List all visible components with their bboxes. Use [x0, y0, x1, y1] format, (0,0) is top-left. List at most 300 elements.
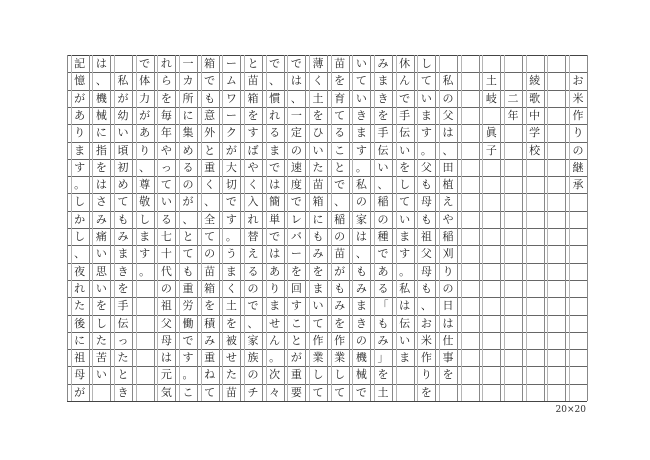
manuscript-char: す	[355, 143, 367, 157]
manuscript-char: ん	[269, 333, 281, 347]
manuscript-char: 育	[334, 91, 346, 105]
manuscript-char: 外	[204, 126, 216, 140]
manuscript-char: 米	[572, 91, 584, 105]
manuscript-char: 母	[420, 264, 432, 278]
manuscript-char: 労	[182, 299, 194, 313]
manuscript-char: 父	[420, 247, 432, 261]
grid-column-line	[547, 55, 548, 401]
manuscript-char: が	[290, 351, 302, 365]
manuscript-char: え	[247, 247, 259, 261]
manuscript-char: も	[204, 91, 216, 105]
manuscript-char: の	[182, 178, 194, 192]
manuscript-char: は	[269, 247, 281, 261]
manuscript-char: お	[420, 316, 432, 330]
manuscript-char: も	[355, 264, 367, 278]
manuscript-char: 大	[225, 160, 237, 174]
manuscript-char: 岐	[485, 91, 497, 105]
manuscript-char: 作	[312, 333, 324, 347]
manuscript-char: や	[160, 143, 172, 157]
manuscript-char: と	[204, 143, 216, 157]
manuscript-char: し	[420, 57, 432, 70]
manuscript-char: ま	[74, 143, 86, 157]
manuscript-char: を	[312, 108, 324, 122]
grid-column-line	[284, 55, 285, 401]
manuscript-char: 入	[247, 195, 259, 209]
grid-column-line	[89, 55, 90, 401]
manuscript-char: い	[420, 91, 432, 105]
manuscript-char: み	[312, 247, 324, 261]
manuscript-char: 業	[312, 351, 324, 365]
manuscript-char: 回	[290, 281, 302, 295]
manuscript-char: 稲	[377, 195, 389, 209]
manuscript-char: 作	[572, 108, 584, 122]
manuscript-char: 尊	[139, 178, 151, 192]
manuscript-char: 。	[139, 264, 151, 278]
manuscript-char: 母	[160, 333, 172, 347]
manuscript-char: あ	[139, 126, 151, 140]
manuscript-char: や	[442, 212, 454, 226]
manuscript-char: の	[355, 195, 367, 209]
manuscript-char: 、	[442, 143, 454, 157]
manuscript-char: 要	[290, 385, 302, 399]
manuscript-char: り	[420, 368, 432, 382]
manuscript-char: す	[74, 160, 86, 174]
manuscript-char: は	[95, 57, 107, 70]
manuscript-char: 気	[160, 385, 172, 399]
manuscript-char: を	[160, 91, 172, 105]
manuscript-char: で	[269, 160, 281, 174]
manuscript-char: で	[377, 247, 389, 261]
manuscript-char: す	[290, 299, 302, 313]
manuscript-char: く	[247, 178, 259, 192]
manuscript-char: 祖	[74, 351, 86, 365]
manuscript-char: 十	[160, 247, 172, 261]
manuscript-char: を	[312, 264, 324, 278]
manuscript-char: で	[204, 74, 216, 88]
manuscript-char: で	[355, 385, 367, 399]
manuscript-char: い	[399, 143, 411, 157]
manuscript-char: 、	[290, 91, 302, 105]
manuscript-char: こ	[290, 316, 302, 330]
manuscript-char: 父	[442, 108, 454, 122]
manuscript-char: い	[355, 91, 367, 105]
grid-column-line	[587, 55, 588, 401]
manuscript-char: と	[182, 230, 194, 243]
manuscript-char: 中	[529, 108, 541, 122]
manuscript-char: る	[182, 160, 194, 174]
manuscript-char: 敬	[139, 195, 151, 209]
manuscript-char: り	[442, 264, 454, 278]
manuscript-char: 痛	[95, 230, 107, 243]
manuscript-char: が	[139, 108, 151, 122]
manuscript-char: ま	[269, 299, 281, 313]
manuscript-char: 作	[334, 333, 346, 347]
manuscript-char: 所	[182, 91, 194, 105]
manuscript-char: き	[377, 91, 389, 105]
manuscript-char: は	[269, 178, 281, 192]
manuscript-char: し	[312, 368, 324, 382]
manuscript-char: み	[95, 212, 107, 226]
manuscript-char: 学	[529, 126, 541, 140]
manuscript-char: い	[355, 57, 367, 70]
manuscript-char: ね	[204, 368, 216, 382]
manuscript-char: と	[334, 160, 346, 174]
manuscript-char: 土	[312, 91, 324, 105]
manuscript-char: 休	[399, 57, 411, 70]
manuscript-char: レ	[290, 212, 302, 226]
manuscript-char: 家	[355, 212, 367, 226]
manuscript-char: ま	[399, 230, 411, 243]
manuscript-char: 重	[182, 281, 194, 295]
grid-column-line	[479, 55, 480, 401]
grid-column-line	[414, 55, 415, 401]
manuscript-char: 次	[269, 368, 281, 382]
manuscript-char: 母	[420, 195, 432, 209]
manuscript-char: は	[160, 351, 172, 365]
manuscript-char: 替	[247, 230, 259, 243]
manuscript-char: 綾	[529, 74, 541, 88]
grid-column-line	[305, 55, 306, 401]
manuscript-char: 稲	[442, 230, 454, 243]
manuscript-char: を	[225, 316, 237, 330]
manuscript-char: 箱	[247, 91, 259, 105]
manuscript-char: 田	[442, 160, 454, 174]
manuscript-char: ま	[225, 264, 237, 278]
manuscript-char: 苗	[312, 178, 324, 192]
manuscript-char: ま	[139, 230, 151, 243]
manuscript-char: 家	[247, 333, 259, 347]
manuscript-char: バ	[290, 230, 302, 243]
manuscript-char: 、	[247, 316, 259, 330]
manuscript-char: 伝	[399, 316, 411, 330]
manuscript-char: い	[117, 126, 129, 140]
manuscript-char: 。	[182, 368, 194, 382]
grid-column-line	[219, 55, 220, 401]
manuscript-char: き	[117, 385, 129, 399]
manuscript-char: 幼	[117, 108, 129, 122]
manuscript-char: 。	[399, 264, 411, 278]
manuscript-char: に	[74, 333, 86, 347]
manuscript-char: あ	[269, 264, 281, 278]
manuscript-char: す	[420, 126, 432, 140]
manuscript-char: 、	[420, 299, 432, 313]
manuscript-char: に	[312, 212, 324, 226]
manuscript-char: れ	[160, 57, 172, 70]
manuscript-char: 母	[74, 368, 86, 382]
grid-column-line	[262, 55, 263, 401]
manuscript-char: 。	[269, 351, 281, 365]
manuscript-char: 私	[117, 74, 129, 88]
manuscript-char: 。	[74, 178, 86, 192]
manuscript-char: 稲	[334, 212, 346, 226]
manuscript-char: の	[442, 281, 454, 295]
manuscript-char: の	[572, 143, 584, 157]
manuscript-char: が	[334, 264, 346, 278]
manuscript-char: 。	[420, 143, 432, 157]
manuscript-char: で	[269, 230, 281, 243]
manuscript-char: で	[290, 57, 302, 70]
grid-column-line	[482, 55, 483, 401]
manuscript-char: に	[182, 108, 194, 122]
manuscript-char: 度	[290, 178, 302, 192]
grid-column-line	[132, 55, 133, 401]
manuscript-char: す	[182, 351, 194, 365]
manuscript-char: も	[334, 281, 346, 295]
manuscript-char: ん	[399, 74, 411, 88]
manuscript-char: 、	[377, 178, 389, 192]
manuscript-char: い	[312, 299, 324, 313]
manuscript-char: 意	[204, 108, 216, 122]
manuscript-char: 簡	[269, 195, 281, 209]
manuscript-char: で	[290, 195, 302, 209]
manuscript-char: 慣	[269, 91, 281, 105]
manuscript-char: 苗	[225, 385, 237, 399]
grid-left-border	[67, 55, 68, 401]
manuscript-char: 苗	[204, 264, 216, 278]
grid-column-line	[392, 55, 393, 401]
manuscript-char: り	[74, 126, 86, 140]
manuscript-char: 集	[182, 126, 194, 140]
manuscript-char: で	[139, 57, 151, 70]
manuscript-char: ま	[355, 126, 367, 140]
manuscript-char: し	[95, 316, 107, 330]
manuscript-char: の	[204, 247, 216, 261]
manuscript-char: 七	[160, 230, 172, 243]
manuscript-char: て	[334, 385, 346, 399]
manuscript-char: て	[204, 385, 216, 399]
grid-column-line	[110, 55, 111, 401]
manuscript-char: 事	[442, 351, 454, 365]
manuscript-char: で	[182, 333, 194, 347]
grid-column-line	[370, 55, 371, 401]
manuscript-char: く	[312, 74, 324, 88]
manuscript-char: チ	[247, 385, 259, 399]
manuscript-char: 。	[225, 230, 237, 243]
manuscript-char: 代	[160, 264, 172, 278]
grid-column-line	[349, 55, 350, 401]
manuscript-char: 伝	[117, 316, 129, 330]
manuscript-char: い	[377, 160, 389, 174]
manuscript-char: れ	[269, 108, 281, 122]
manuscript-char: を	[247, 108, 259, 122]
manuscript-char: 毎	[160, 108, 172, 122]
manuscript-char: 、	[204, 195, 216, 209]
manuscript-char: 定	[290, 126, 302, 140]
manuscript-char: 業	[334, 351, 346, 365]
manuscript-char: 重	[290, 368, 302, 382]
manuscript-char: ク	[225, 126, 237, 140]
manuscript-char: 重	[204, 160, 216, 174]
manuscript-char: 、	[74, 247, 86, 261]
manuscript-char: 種	[377, 230, 389, 243]
manuscript-char: き	[355, 108, 367, 122]
manuscript-char: も	[377, 316, 389, 330]
manuscript-char: 、	[355, 247, 367, 261]
manuscript-char: 伝	[377, 143, 389, 157]
manuscript-char: め	[117, 178, 129, 192]
manuscript-char: 一	[182, 57, 194, 70]
manuscript-char: が	[74, 91, 86, 105]
manuscript-char: 薄	[312, 57, 324, 70]
manuscript-char: で	[399, 91, 411, 105]
manuscript-char: 私	[399, 281, 411, 295]
manuscript-char: 米	[420, 333, 432, 347]
manuscript-char: 速	[290, 160, 302, 174]
grid-column-line	[197, 55, 198, 401]
manuscript-char: を	[377, 108, 389, 122]
manuscript-char: 苗	[247, 74, 259, 88]
manuscript-char: 苗	[334, 57, 346, 70]
grid-column-line	[175, 55, 176, 401]
manuscript-char: し	[74, 230, 86, 243]
manuscript-char: 、	[139, 160, 151, 174]
manuscript-char: 単	[269, 212, 281, 226]
manuscript-char: い	[160, 195, 172, 209]
manuscript-char: て	[204, 230, 216, 243]
manuscript-char: も	[312, 230, 324, 243]
manuscript-char: 元	[160, 368, 172, 382]
manuscript-char: 私	[355, 178, 367, 192]
manuscript-char: 父	[420, 160, 432, 174]
manuscript-char: み	[204, 333, 216, 347]
manuscript-char: 年	[160, 126, 172, 140]
manuscript-char: み	[377, 57, 389, 70]
manuscript-char: た	[74, 299, 86, 313]
manuscript-char: 切	[225, 178, 237, 192]
manuscript-char: る	[160, 212, 172, 226]
manuscript-char: あ	[74, 108, 86, 122]
manuscript-char: が	[225, 143, 237, 157]
manuscript-char: 祖	[420, 230, 432, 243]
manuscript-char: 祖	[160, 299, 172, 313]
manuscript-char: て	[312, 385, 324, 399]
manuscript-char: を	[420, 385, 432, 399]
manuscript-char: を	[117, 281, 129, 295]
manuscript-char: れ	[74, 281, 86, 295]
manuscript-char: う	[225, 247, 237, 261]
manuscript-char: て	[334, 108, 346, 122]
manuscript-char: 全	[204, 212, 216, 226]
manuscript-char: 箱	[312, 195, 324, 209]
manuscript-char: 箱	[204, 57, 216, 70]
manuscript-char: 作	[420, 351, 432, 365]
manuscript-char: 刈	[442, 247, 454, 261]
manuscript-char: こ	[334, 143, 346, 157]
manuscript-char: 積	[204, 316, 216, 330]
manuscript-char: の	[290, 143, 302, 157]
manuscript-char: 苦	[95, 351, 107, 365]
manuscript-char: 手	[399, 108, 411, 122]
manuscript-char: り	[139, 143, 151, 157]
manuscript-char: を	[204, 299, 216, 313]
manuscript-char: カ	[182, 74, 194, 88]
manuscript-char: が	[117, 91, 129, 105]
manuscript-char: ま	[117, 247, 129, 261]
manuscript-char: す	[139, 247, 151, 261]
manuscript-char: ー	[290, 247, 302, 261]
manuscript-char: ば	[247, 143, 259, 157]
character-count-label: 20×20	[555, 405, 586, 415]
manuscript-char: 、	[334, 195, 346, 209]
manuscript-char: て	[420, 74, 432, 88]
manuscript-char: 箱	[204, 281, 216, 295]
manuscript-char: て	[182, 247, 194, 261]
manuscript-char: さ	[95, 195, 107, 209]
manuscript-char: し	[334, 368, 346, 382]
manuscript-char: し	[139, 212, 151, 226]
manuscript-char: 父	[160, 316, 172, 330]
manuscript-char: み	[355, 281, 367, 295]
manuscript-char: こ	[182, 385, 194, 399]
manuscript-char: み	[377, 333, 389, 347]
manuscript-char: も	[182, 264, 194, 278]
manuscript-char: い	[399, 212, 411, 226]
manuscript-char: は	[399, 299, 411, 313]
manuscript-char: い	[312, 143, 324, 157]
manuscript-char: ま	[312, 281, 324, 295]
manuscript-char: 、	[269, 74, 281, 88]
manuscript-char: を	[399, 160, 411, 174]
manuscript-char: 械	[355, 368, 367, 382]
manuscript-char: 族	[247, 351, 259, 365]
manuscript-char: や	[247, 160, 259, 174]
manuscript-char: お	[572, 74, 584, 88]
manuscript-char: 伝	[399, 126, 411, 140]
manuscript-char: き	[355, 316, 367, 330]
manuscript-char: 働	[182, 316, 194, 330]
manuscript-char: が	[74, 385, 86, 399]
grid-column-line	[500, 55, 501, 401]
manuscript-char: る	[247, 264, 259, 278]
manuscript-char: を	[290, 264, 302, 278]
manuscript-char: み	[334, 299, 346, 313]
grid-column-line	[544, 55, 545, 401]
manuscript-char: ワ	[225, 91, 237, 105]
manuscript-char: と	[117, 368, 129, 382]
manuscript-char: て	[399, 195, 411, 209]
manuscript-char: も	[420, 212, 432, 226]
manuscript-char: 力	[139, 91, 151, 105]
manuscript-char: た	[95, 333, 107, 347]
manuscript-char: 承	[572, 178, 584, 192]
manuscript-char: 仕	[442, 333, 454, 347]
manuscript-char: ま	[269, 143, 281, 157]
manuscript-char: 憶	[74, 74, 86, 88]
manuscript-char: に	[95, 126, 107, 140]
grid-bottom-border	[67, 401, 587, 402]
manuscript-char: た	[225, 368, 237, 382]
manuscript-char: の	[377, 212, 389, 226]
manuscript-char: 植	[442, 178, 454, 192]
manuscript-char: て	[312, 316, 324, 330]
manuscript-char: ら	[160, 74, 172, 88]
manuscript-char: 土	[485, 74, 497, 88]
manuscript-char: 日	[442, 299, 454, 313]
manuscript-char: っ	[117, 333, 129, 347]
manuscript-char: み	[117, 230, 129, 243]
manuscript-char: 一	[290, 108, 302, 122]
manuscript-char: と	[290, 333, 302, 347]
manuscript-char: す	[225, 212, 237, 226]
manuscript-char: い	[399, 333, 411, 347]
manuscript-char: か	[74, 212, 86, 226]
grid-column-line	[457, 55, 458, 401]
manuscript-char: め	[182, 143, 194, 157]
manuscript-char: ム	[225, 74, 237, 88]
manuscript-char: ま	[377, 74, 389, 88]
manuscript-char: を	[442, 368, 454, 382]
manuscript-char: 被	[225, 333, 237, 347]
